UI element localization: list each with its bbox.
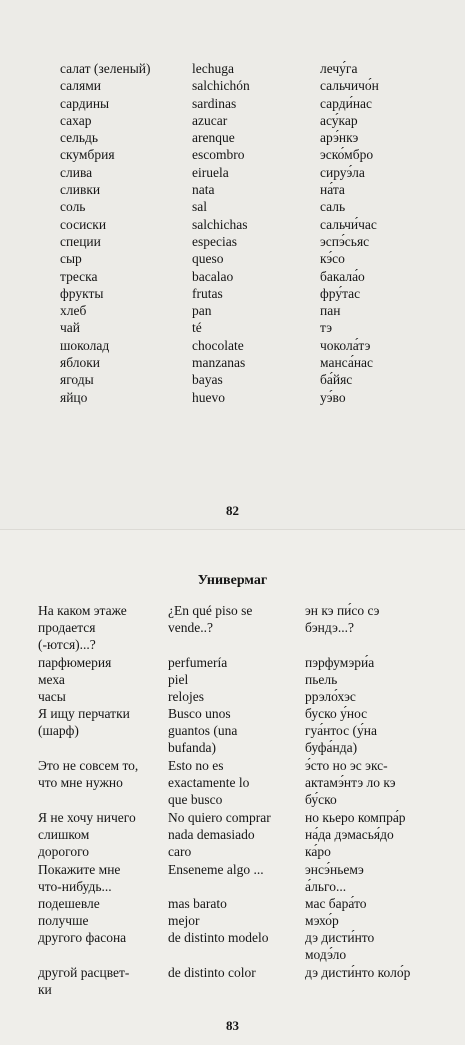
transcription: эспэ́сьяс <box>320 233 370 249</box>
russian-word: яблоки <box>60 355 101 371</box>
transcription: чокола́тэ <box>320 337 371 353</box>
vocab-row <box>0 337 465 354</box>
spanish-word: azucar <box>192 112 228 128</box>
transcription: сальчичо́н <box>320 78 379 94</box>
vocab-row <box>0 198 465 215</box>
transcription: пьель <box>305 672 338 687</box>
transcription: эско́мбро <box>320 147 374 163</box>
spanish-word: manzanas <box>192 355 246 371</box>
vocab-row <box>0 319 465 336</box>
vocab-row <box>0 77 465 94</box>
spanish-phrase: Enseneme algo ... <box>168 862 264 877</box>
spanish-word: chocolate <box>192 337 244 353</box>
transcription: сальчи́час <box>320 216 377 232</box>
spanish-word: nata <box>192 182 215 198</box>
russian-phrase: другой расцвет- ки <box>38 965 130 998</box>
transcription: дэ дисти́нто коло́р <box>305 965 411 980</box>
vocab-row <box>0 112 465 129</box>
spanish-word: queso <box>192 251 224 267</box>
spanish-phrase: piel <box>168 672 189 687</box>
vocab-row <box>0 60 465 77</box>
page-number: 82 <box>226 503 239 518</box>
russian-word: сардины <box>60 95 110 111</box>
russian-word: яйцо <box>60 389 88 405</box>
transcription: дэ дисти́нто модэ́ло <box>305 930 375 963</box>
vocab-row <box>0 389 465 406</box>
russian-word: скумбрия <box>60 147 115 163</box>
spanish-word: sal <box>192 199 207 215</box>
russian-phrase: Это не совсем то, что мне нужно <box>38 758 139 791</box>
spanish-word: bacalao <box>192 268 234 284</box>
russian-word: фрукты <box>60 285 104 301</box>
transcription: асу́кар <box>320 112 358 128</box>
russian-word: хлеб <box>60 303 87 319</box>
vocab-row <box>0 268 465 285</box>
russian-word: треска <box>60 268 98 284</box>
transcription: бакала́о <box>320 268 365 284</box>
russian-phrase: Я ищу перчатки (шарф) <box>38 706 130 739</box>
vocab-row <box>0 285 465 302</box>
transcription: мэхо́р <box>305 913 339 928</box>
transcription: но кьеро компра́р на́да дэмасья́до ка́ро <box>305 810 406 860</box>
spanish-phrase: ¿En qué piso se vende..? <box>168 603 253 636</box>
vocab-row <box>0 250 465 267</box>
russian-phrase: Я не хочу ничего слишком дорогого <box>38 810 136 860</box>
spanish-phrase: mejor <box>168 913 200 928</box>
spanish-phrase: relojes <box>168 689 204 704</box>
transcription: эн кэ пи́со сэ бэндэ...? <box>305 603 380 636</box>
transcription: арэ́нкэ <box>320 130 359 146</box>
vocab-row <box>0 146 465 163</box>
spanish-word: frutas <box>192 285 223 301</box>
spanish-word: arenque <box>192 130 235 146</box>
transcription: тэ <box>320 320 333 336</box>
russian-word: сыр <box>60 251 82 267</box>
transcription: манса́нас <box>320 355 374 371</box>
russian-phrase: парфюмерия <box>38 655 112 670</box>
spanish-word: sardinas <box>192 95 237 111</box>
spanish-word: lechuga <box>192 61 234 76</box>
russian-phrase: Покажите мне что-нибудь... <box>38 862 121 895</box>
spanish-word: té <box>192 320 202 336</box>
spanish-word: escombro <box>192 147 245 163</box>
spanish-word: pan <box>192 303 212 319</box>
vocab-row <box>0 95 465 112</box>
russian-phrase: подешевле <box>38 896 100 911</box>
russian-phrase: другого фасона <box>38 930 127 945</box>
vocabulary-table <box>0 60 465 406</box>
spanish-phrase: Esto no es exactamente lo que busco <box>168 758 250 808</box>
transcription: ба́йяс <box>320 372 353 388</box>
section-title: Универмаг <box>197 573 268 588</box>
transcription: уэ́во <box>320 389 346 405</box>
spanish-word: huevo <box>192 389 225 405</box>
russian-word: салями <box>60 78 101 94</box>
russian-word: соль <box>60 199 86 215</box>
transcription: сарди́нас <box>320 95 373 111</box>
transcription: лечу́га <box>320 61 358 76</box>
russian-word: специи <box>60 233 101 249</box>
russian-word: шоколад <box>60 337 110 353</box>
russian-word: сливки <box>60 182 101 198</box>
transcription: ррэло́хэс <box>305 689 356 704</box>
russian-phrase: часы <box>38 689 66 704</box>
russian-word: сосиски <box>60 216 107 232</box>
russian-word: салат (зеленый) <box>60 61 151 76</box>
russian-word: сахар <box>60 112 92 128</box>
russian-word: сельдь <box>60 130 99 146</box>
russian-word: ягоды <box>60 372 94 388</box>
transcription: сируэ́ла <box>320 164 365 180</box>
transcription: мас бара́то <box>305 896 367 911</box>
vocab-row <box>0 129 465 146</box>
spanish-phrase: No quiero comprar nada demasiado caro <box>168 810 271 860</box>
transcription: кэ́со <box>320 251 345 267</box>
transcription: на́та <box>320 182 345 198</box>
spanish-phrase: Busco unos guantos (una bufanda) <box>168 706 238 756</box>
spanish-phrase: de distinto modelo <box>168 930 269 945</box>
russian-phrase: На каком этаже продается (-ются)...? <box>38 603 127 653</box>
spanish-phrase: perfumería <box>168 655 228 670</box>
russian-phrase: получше <box>38 913 89 928</box>
transcription: энсэ́ньемэ а́льго... <box>305 862 364 895</box>
transcription: буско у́нос гуа́нтос (у́на буфа́нда) <box>305 706 377 756</box>
russian-word: чай <box>60 320 81 336</box>
spanish-phrase: de distinto color <box>168 965 256 980</box>
russian-word: слива <box>60 164 93 180</box>
spanish-word: especias <box>192 233 237 249</box>
transcription: пан <box>320 303 341 319</box>
vocab-row <box>0 181 465 198</box>
vocab-row <box>0 216 465 233</box>
vocab-row <box>0 164 465 181</box>
spanish-word: salchichón <box>192 78 250 94</box>
transcription: э́сто но эс экс- актамэ́нтэ ло кэ бу́ско <box>305 758 396 808</box>
spanish-word: salchichas <box>192 216 248 232</box>
transcription: фру́тас <box>320 285 361 301</box>
vocab-row <box>0 354 465 371</box>
spanish-word: eiruela <box>192 164 229 180</box>
transcription: саль <box>320 199 346 215</box>
spanish-word: bayas <box>192 372 223 388</box>
russian-phrase: меха <box>38 672 65 687</box>
vocab-row <box>0 233 465 250</box>
spanish-phrase: mas barato <box>168 896 227 911</box>
transcription: пэрфумэри́а <box>305 655 375 670</box>
vocab-row <box>0 302 465 319</box>
vocab-row <box>0 371 465 388</box>
page-number: 83 <box>226 1018 239 1033</box>
